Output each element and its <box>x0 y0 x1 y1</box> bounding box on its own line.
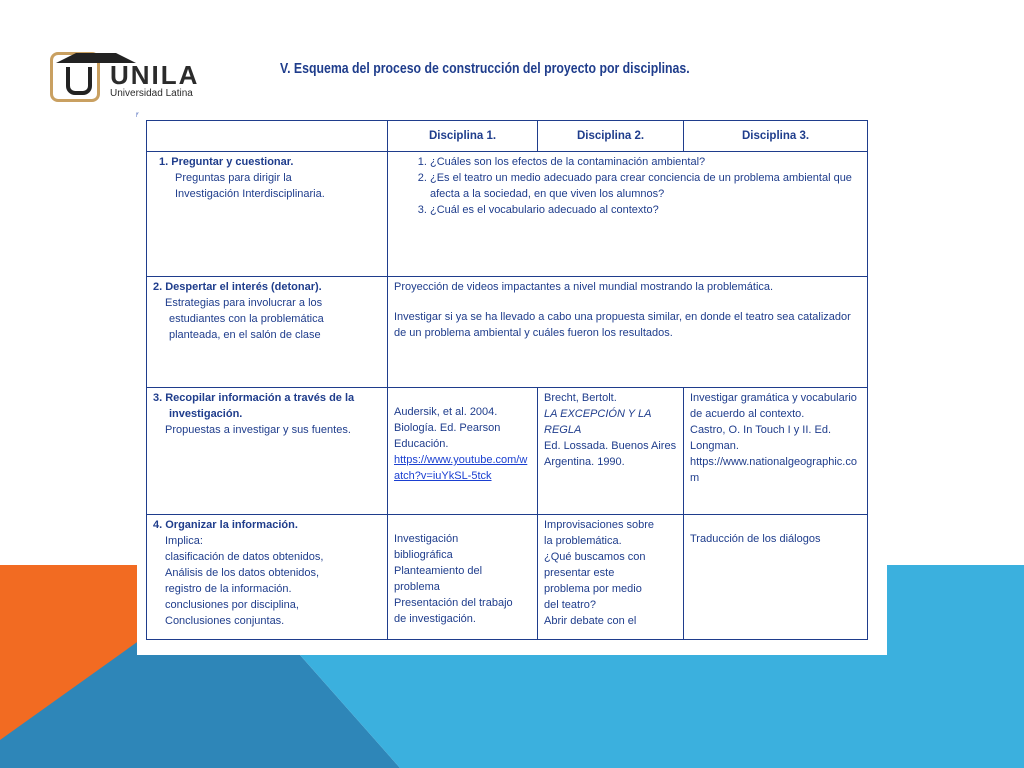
row4-d2-line3: ¿Qué buscamos con <box>544 551 646 563</box>
table-card <box>137 115 887 655</box>
row4-d1-line4: problema <box>394 581 440 593</box>
row3-d1-line2: Biología. Ed. Pearson <box>394 422 501 435</box>
row4-d1-line2: bibliográfica <box>394 549 453 561</box>
logo-emblem <box>50 52 100 102</box>
row3-d1-line3: Educación. <box>394 438 449 451</box>
table-row-recopilar <box>147 388 868 515</box>
row2-title: 2. Despertar el interés (detonar). <box>153 281 322 294</box>
youtube-link[interactable]: https://www.youtube.com/watch?v=iuYkSL-5tck <box>394 454 528 483</box>
row2-content-cell <box>388 277 868 388</box>
row3-discipline-3-cell <box>684 388 868 515</box>
row2-sub1: Estrategias para involucrar a los <box>165 297 323 310</box>
question-3: 3. ¿Cuál es el vocabulario adecuado al contexto? <box>430 202 861 218</box>
table-row-organizar <box>147 515 868 640</box>
row4-d2-line2: la problemática. <box>544 535 622 547</box>
row4-discipline-1-cell <box>388 515 538 640</box>
row3-sub1: Propuestas a investigar y sus fuentes. <box>165 424 351 437</box>
row3-d3-line2: Castro, O. In Touch I y II. Ed. Longman. <box>690 424 832 453</box>
row4-d1-line3: Planteamiento del <box>394 565 483 577</box>
row4-item-5: conclusiones por disciplina, <box>165 599 299 611</box>
row4-d2-line7: Abrir debate con el <box>544 615 637 627</box>
row3-d3-line1: Investigar gramática y vocabulario de acuerdo al contexto. <box>690 392 857 421</box>
row2-text2: Investigar si ya se ha llevado a cabo una propuesta similar, en donde el teatro sea catalizador de un problema ambiental y cuáles fueron los resultados. <box>394 311 851 340</box>
row1-sub2: Investigación Interdisciplinaria. <box>175 188 325 201</box>
row3-discipline-2-cell <box>538 388 684 515</box>
logo-name: UNILA <box>110 60 200 90</box>
row4-d1-line5: Presentación del trabajo <box>394 597 513 609</box>
logo-subtitle: Universidad Latina <box>110 88 193 99</box>
row4-d3-text: Traducción de los diálogos <box>690 533 821 545</box>
header-discipline-1: Disciplina 1. <box>388 121 538 152</box>
row4-item-4: registro de la información. <box>165 583 292 595</box>
row3-d2-line3: Ed. Lossada. Buenos Aires Argentina. 1990. <box>544 440 677 469</box>
row2-label-cell <box>147 277 388 388</box>
row4-d2-line4: presentar este <box>544 567 615 579</box>
row4-discipline-2-cell <box>538 515 684 640</box>
row3-discipline-1-cell <box>388 388 538 515</box>
row3-title2: investigación. <box>169 408 243 421</box>
row3-title: 3. Recopilar información a través de la <box>153 392 355 405</box>
header-discipline-2: Disciplina 2. <box>538 121 684 152</box>
table-row-despertar <box>147 277 868 388</box>
header-empty <box>147 121 388 152</box>
row2-text1: Proyección de videos impactantes a nivel mundial mostrando la problemática. <box>394 281 774 294</box>
row2-sub2: estudiantes con la problemática <box>169 313 324 326</box>
national-geographic-link[interactable]: https://www.nationalgeographic.com <box>690 456 857 485</box>
discipline-table <box>146 120 868 640</box>
row2-sub3: planteada, en el salón de clase <box>169 329 321 342</box>
row3-d2-line2: LA EXCEPCIÓN Y LA REGLA <box>544 408 651 437</box>
row1-title: 1. Preguntar y cuestionar. <box>159 156 294 169</box>
row1-questions-cell <box>388 152 868 277</box>
unila-logo <box>50 52 220 102</box>
row1-sub1: Preguntas para dirigir la <box>175 172 292 185</box>
questions-list <box>394 154 861 218</box>
header-discipline-3: Disciplina 3. <box>684 121 868 152</box>
row4-d2-line6: del teatro? <box>544 599 596 611</box>
row4-item-2: clasificación de datos obtenidos, <box>165 551 324 563</box>
row4-item-1: Implica: <box>165 535 203 547</box>
row4-item-3: Análisis de los datos obtenidos, <box>165 567 320 579</box>
row3-label-cell <box>147 388 388 515</box>
table-row-preguntar <box>147 152 868 277</box>
row4-label-cell <box>147 515 388 640</box>
row4-item-6: Conclusiones conjuntas. <box>165 615 285 627</box>
row4-d1-line6: de investigación. <box>394 613 476 625</box>
table-header-row <box>147 121 868 152</box>
row1-label-cell <box>147 152 388 277</box>
row4-d2-line1: Improvisaciones sobre <box>544 519 655 531</box>
row4-d2-line5: problema por medio <box>544 583 642 595</box>
logo-u-icon <box>66 67 92 95</box>
row4-d1-line1: Investigación <box>394 533 459 545</box>
question-1: 1. ¿Cuáles son los efectos de la contaminación ambiental? <box>430 154 861 170</box>
slide-title: V. Esquema del proceso de construcción del proyecto por disciplinas. <box>280 60 690 77</box>
question-2: 2. ¿Es el teatro un medio adecuado para crear conciencia de un problema ambiental que afecta a la sociedad, en que viven los alumnos? <box>430 170 861 202</box>
row4-title: 4. Organizar la información. <box>153 519 298 531</box>
row2-gap <box>394 295 861 309</box>
row4-discipline-3-cell <box>684 515 868 640</box>
row3-d2-line1: Brecht, Bertolt. <box>544 392 617 405</box>
row3-d1-line1: Audersik, et al. 2004. <box>394 406 498 419</box>
